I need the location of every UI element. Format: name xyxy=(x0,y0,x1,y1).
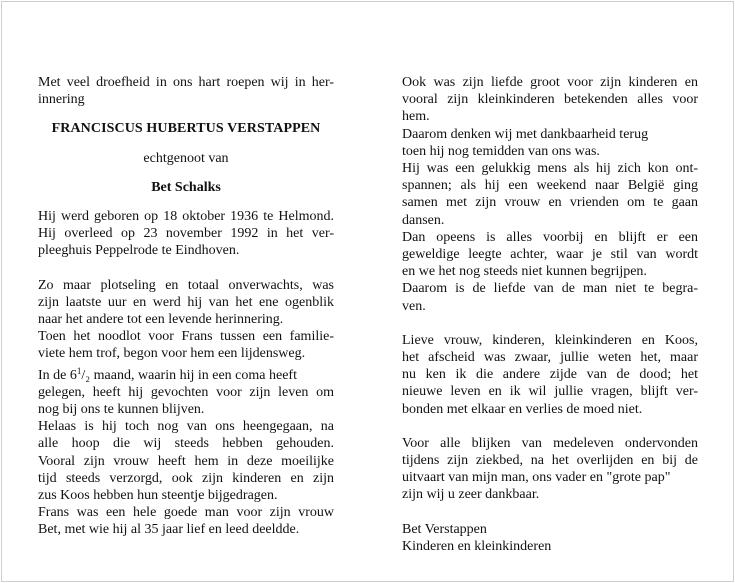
text-line: zijn laatste uur en werd hij van het ene ogenblik xyxy=(38,294,334,310)
month-fraction-denominator: /₂ xyxy=(81,367,91,383)
text-line: pleeghuis Peppelrode te Eindhoven. xyxy=(38,243,240,259)
text-line: het afscheid was zwaar, jullie weten het, maar xyxy=(402,350,698,366)
text-line: Dan opeens is alles voorbij en blijft er een xyxy=(402,229,698,245)
text-line: vooral zijn kleinkinderen betekenden alles voor xyxy=(402,92,698,108)
text-line: Vooral zijn vrouw heeft hem in deze moeilijke xyxy=(38,453,334,469)
text-line: tijd steeds verzorgd, ook zijn kinderen en zijn xyxy=(38,470,334,486)
text-line: naar het andere tot een levende herinnering. xyxy=(38,312,284,328)
right-column xyxy=(402,74,698,555)
text-line: nog bij ons te kunnen blijven. xyxy=(38,402,205,418)
text-line: alle hoop die wij steeds hebben gehouden. xyxy=(38,436,334,452)
text-line: Frans was een hele goede man voor zijn vrouw xyxy=(38,505,334,521)
month-suffix: maand, waarin hij in een coma heeft xyxy=(90,367,297,383)
text-line: zijn wij u zeer dankbaar. xyxy=(402,487,540,503)
signature-name: Bet Verstappen xyxy=(402,521,487,537)
text-line: Hij was een gelukkig mens als hij zich kon ont- xyxy=(402,161,698,177)
text-line: Hij overleed op 23 november 1992 in het ver- xyxy=(38,226,334,242)
spouse-label: echtgenoot van xyxy=(143,150,229,166)
text-line: Bet, met wie hij al 35 jaar lief en leed deeldde. xyxy=(38,522,300,538)
text-line: geweldige leegte achter, waar je stil van wordt xyxy=(402,247,698,263)
text-line: tijdens zijn ziekbed, na het overlijden en bij de xyxy=(402,453,698,469)
text-line: viete hem trof, begon voor hem een lijdensweg. xyxy=(38,346,306,362)
text-line: Daarom is de liefde van de man niet te begra- xyxy=(402,281,698,297)
text-line: Hij werd geboren op 18 oktober 1936 te Helmond. xyxy=(38,209,334,225)
text-line: Lieve vrouw, kinderen, kleinkinderen en Koos, xyxy=(402,332,698,348)
text-line: spannen; als hij een weekend naar België ging xyxy=(402,178,698,194)
text-line: gelegen, heeft hij gevochten voor zijn leven om xyxy=(38,384,334,400)
month-fraction-numerator: 1 xyxy=(76,365,82,376)
text-line: Voor alle blijken van medeleven ondervonden xyxy=(402,435,698,451)
text-line: en we het nog steeds niet kunnen begrijpen. xyxy=(402,264,647,280)
text-line: nieuwe leven en ik wil jullie vragen, blijft ver- xyxy=(402,384,698,400)
text-line: Daarom denken wij met dankbaarheid terug xyxy=(402,126,649,142)
text-line: Zo maar plotseling en totaal onverwachts, was xyxy=(38,277,334,293)
text-line: bonden met elkaar en verlies de moed niet. xyxy=(402,401,643,417)
text-line: uitvaart van mijn man, ons vader en "grote pap" xyxy=(402,470,671,486)
text-line: Ook was zijn liefde groot voor zijn kinderen en xyxy=(402,75,698,90)
text-line: dansen. xyxy=(402,212,445,228)
month-prefix: In de 6 xyxy=(38,367,77,383)
left-column xyxy=(38,74,334,539)
text-line: zus Koos hebben hun steentje bijgedragen. xyxy=(38,488,278,504)
text-line: Helaas is hij toch nog van ons heengegaan, na xyxy=(38,419,334,435)
signature-family: Kinderen en kleinkinderen xyxy=(402,538,552,554)
text-line: ven. xyxy=(402,298,426,314)
text-line: samen met zijn vrouw en vrienden om te gaan xyxy=(402,195,698,211)
intro-line: innering xyxy=(38,92,85,108)
text-line: hem. xyxy=(402,109,430,125)
deceased-name: FRANCISCUS HUBERTUS VERSTAPPEN xyxy=(51,121,321,137)
text-line xyxy=(38,363,334,384)
text-line: toen hij nog temidden van ons was. xyxy=(402,143,600,159)
intro-line: Met veel droefheid in ons hart roepen wij in her- xyxy=(38,75,334,90)
spouse-name: Bet Schalks xyxy=(151,179,221,195)
text-line: Toen het noodlot voor Frans tussen een familie- xyxy=(38,329,334,345)
text-line: nu ken ik die andere zijde van de dood; het xyxy=(402,367,698,383)
